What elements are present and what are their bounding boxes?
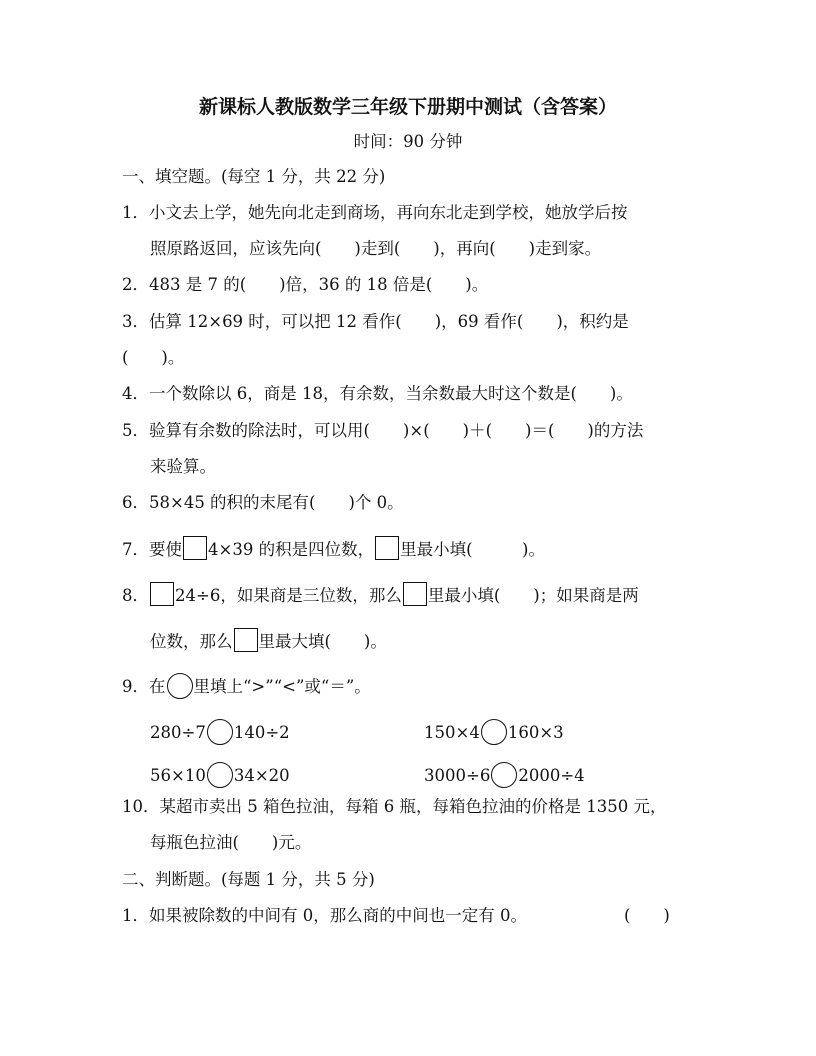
question-5-line-1: 5．验算有余数的除法时，可以用( )×( )＋( )＝( )的方法 bbox=[122, 421, 644, 440]
question-8-mid: 24÷6，如果商是三位数，那么 bbox=[175, 586, 402, 605]
compare-row-1-left bbox=[150, 719, 290, 745]
expr-right: 140÷2 bbox=[233, 723, 290, 742]
answer-box[interactable] bbox=[183, 536, 207, 560]
expr-right: 2000÷4 bbox=[518, 766, 585, 785]
expr-right: 34×20 bbox=[233, 766, 290, 785]
compare-circle[interactable] bbox=[207, 762, 233, 788]
question-9-post: 里填上“>”“<”或“＝”。 bbox=[193, 677, 371, 696]
question-7 bbox=[122, 536, 545, 561]
time-limit: 时间：90 分钟 bbox=[353, 132, 463, 151]
answer-box-icon bbox=[375, 536, 399, 560]
expr-left: 3000÷6 bbox=[424, 766, 491, 785]
answer-box-icon bbox=[234, 628, 258, 652]
compare-row-1-right bbox=[424, 719, 564, 745]
compare-circle[interactable] bbox=[207, 719, 233, 745]
question-7-mid: 4×39 的积是四位数， bbox=[208, 540, 375, 559]
question-1-line-2: 照原路返回，应该先向( )走到( )，再向( )走到家。 bbox=[150, 239, 602, 258]
judge-1-text: 1．如果被除数的中间有 0，那么商的中间也一定有 0。 bbox=[122, 906, 527, 925]
question-7-post: 里最小填( )。 bbox=[400, 540, 545, 559]
compare-row-2-right bbox=[424, 762, 585, 788]
question-3-line-1: 3．估算 12×69 时，可以把 12 看作( )，69 看作( )，积约是 bbox=[122, 312, 629, 331]
answer-box-icon bbox=[403, 582, 427, 606]
judge-1-answer-paren[interactable]: ( ) bbox=[624, 906, 670, 925]
question-9-pre: 9．在 bbox=[122, 677, 166, 696]
question-9 bbox=[122, 673, 371, 699]
question-3-line-2: ( )。 bbox=[122, 348, 185, 367]
section-true-false-heading: 二、判断题。(每题 1 分，共 5 分) bbox=[122, 870, 375, 889]
compare-circle-icon bbox=[167, 673, 193, 699]
expr-left: 56×10 bbox=[150, 766, 206, 785]
question-6: 6．58×45 的积的末尾有( )个 0。 bbox=[122, 493, 404, 512]
answer-box[interactable] bbox=[150, 582, 174, 606]
compare-row-2-left bbox=[150, 762, 290, 788]
question-8-b-pre: 位数，那么 bbox=[150, 632, 233, 651]
question-8-post: 里最小填( )；如果商是两 bbox=[427, 586, 639, 605]
page-title: 新课标人教版数学三年级下册期中测试（含答案） bbox=[198, 96, 617, 118]
question-2: 2．483 是 7 的( )倍，36 的 18 倍是( )。 bbox=[122, 275, 489, 294]
question-10-line-2: 每瓶色拉油( )元。 bbox=[150, 833, 312, 852]
expr-right: 160×3 bbox=[507, 723, 564, 742]
compare-circle[interactable] bbox=[481, 719, 507, 745]
question-8-pre: 8． bbox=[122, 586, 149, 605]
question-8-line-2 bbox=[150, 628, 387, 653]
question-8-line-1 bbox=[122, 582, 639, 607]
question-7-pre: 7．要使 bbox=[122, 540, 182, 559]
question-1-line-1: 1．小文去上学，她先向北走到商场，再向东北走到学校，她放学后按 bbox=[122, 203, 628, 222]
question-5-line-2: 来验算。 bbox=[150, 457, 216, 476]
expr-left: 150×4 bbox=[424, 723, 480, 742]
question-10-line-1: 10．某超市卖出 5 箱色拉油，每箱 6 瓶，每箱色拉油的价格是 1350 元， bbox=[122, 797, 667, 816]
compare-circle[interactable] bbox=[491, 762, 517, 788]
expr-left: 280÷7 bbox=[150, 723, 206, 742]
question-4: 4．一个数除以 6，商是 18，有余数，当余数最大时这个数是( )。 bbox=[122, 384, 633, 403]
question-8-b-post: 里最大填( )。 bbox=[258, 632, 387, 651]
section-fill-in-heading: 一、填空题。(每空 1 分，共 22 分) bbox=[122, 167, 386, 186]
